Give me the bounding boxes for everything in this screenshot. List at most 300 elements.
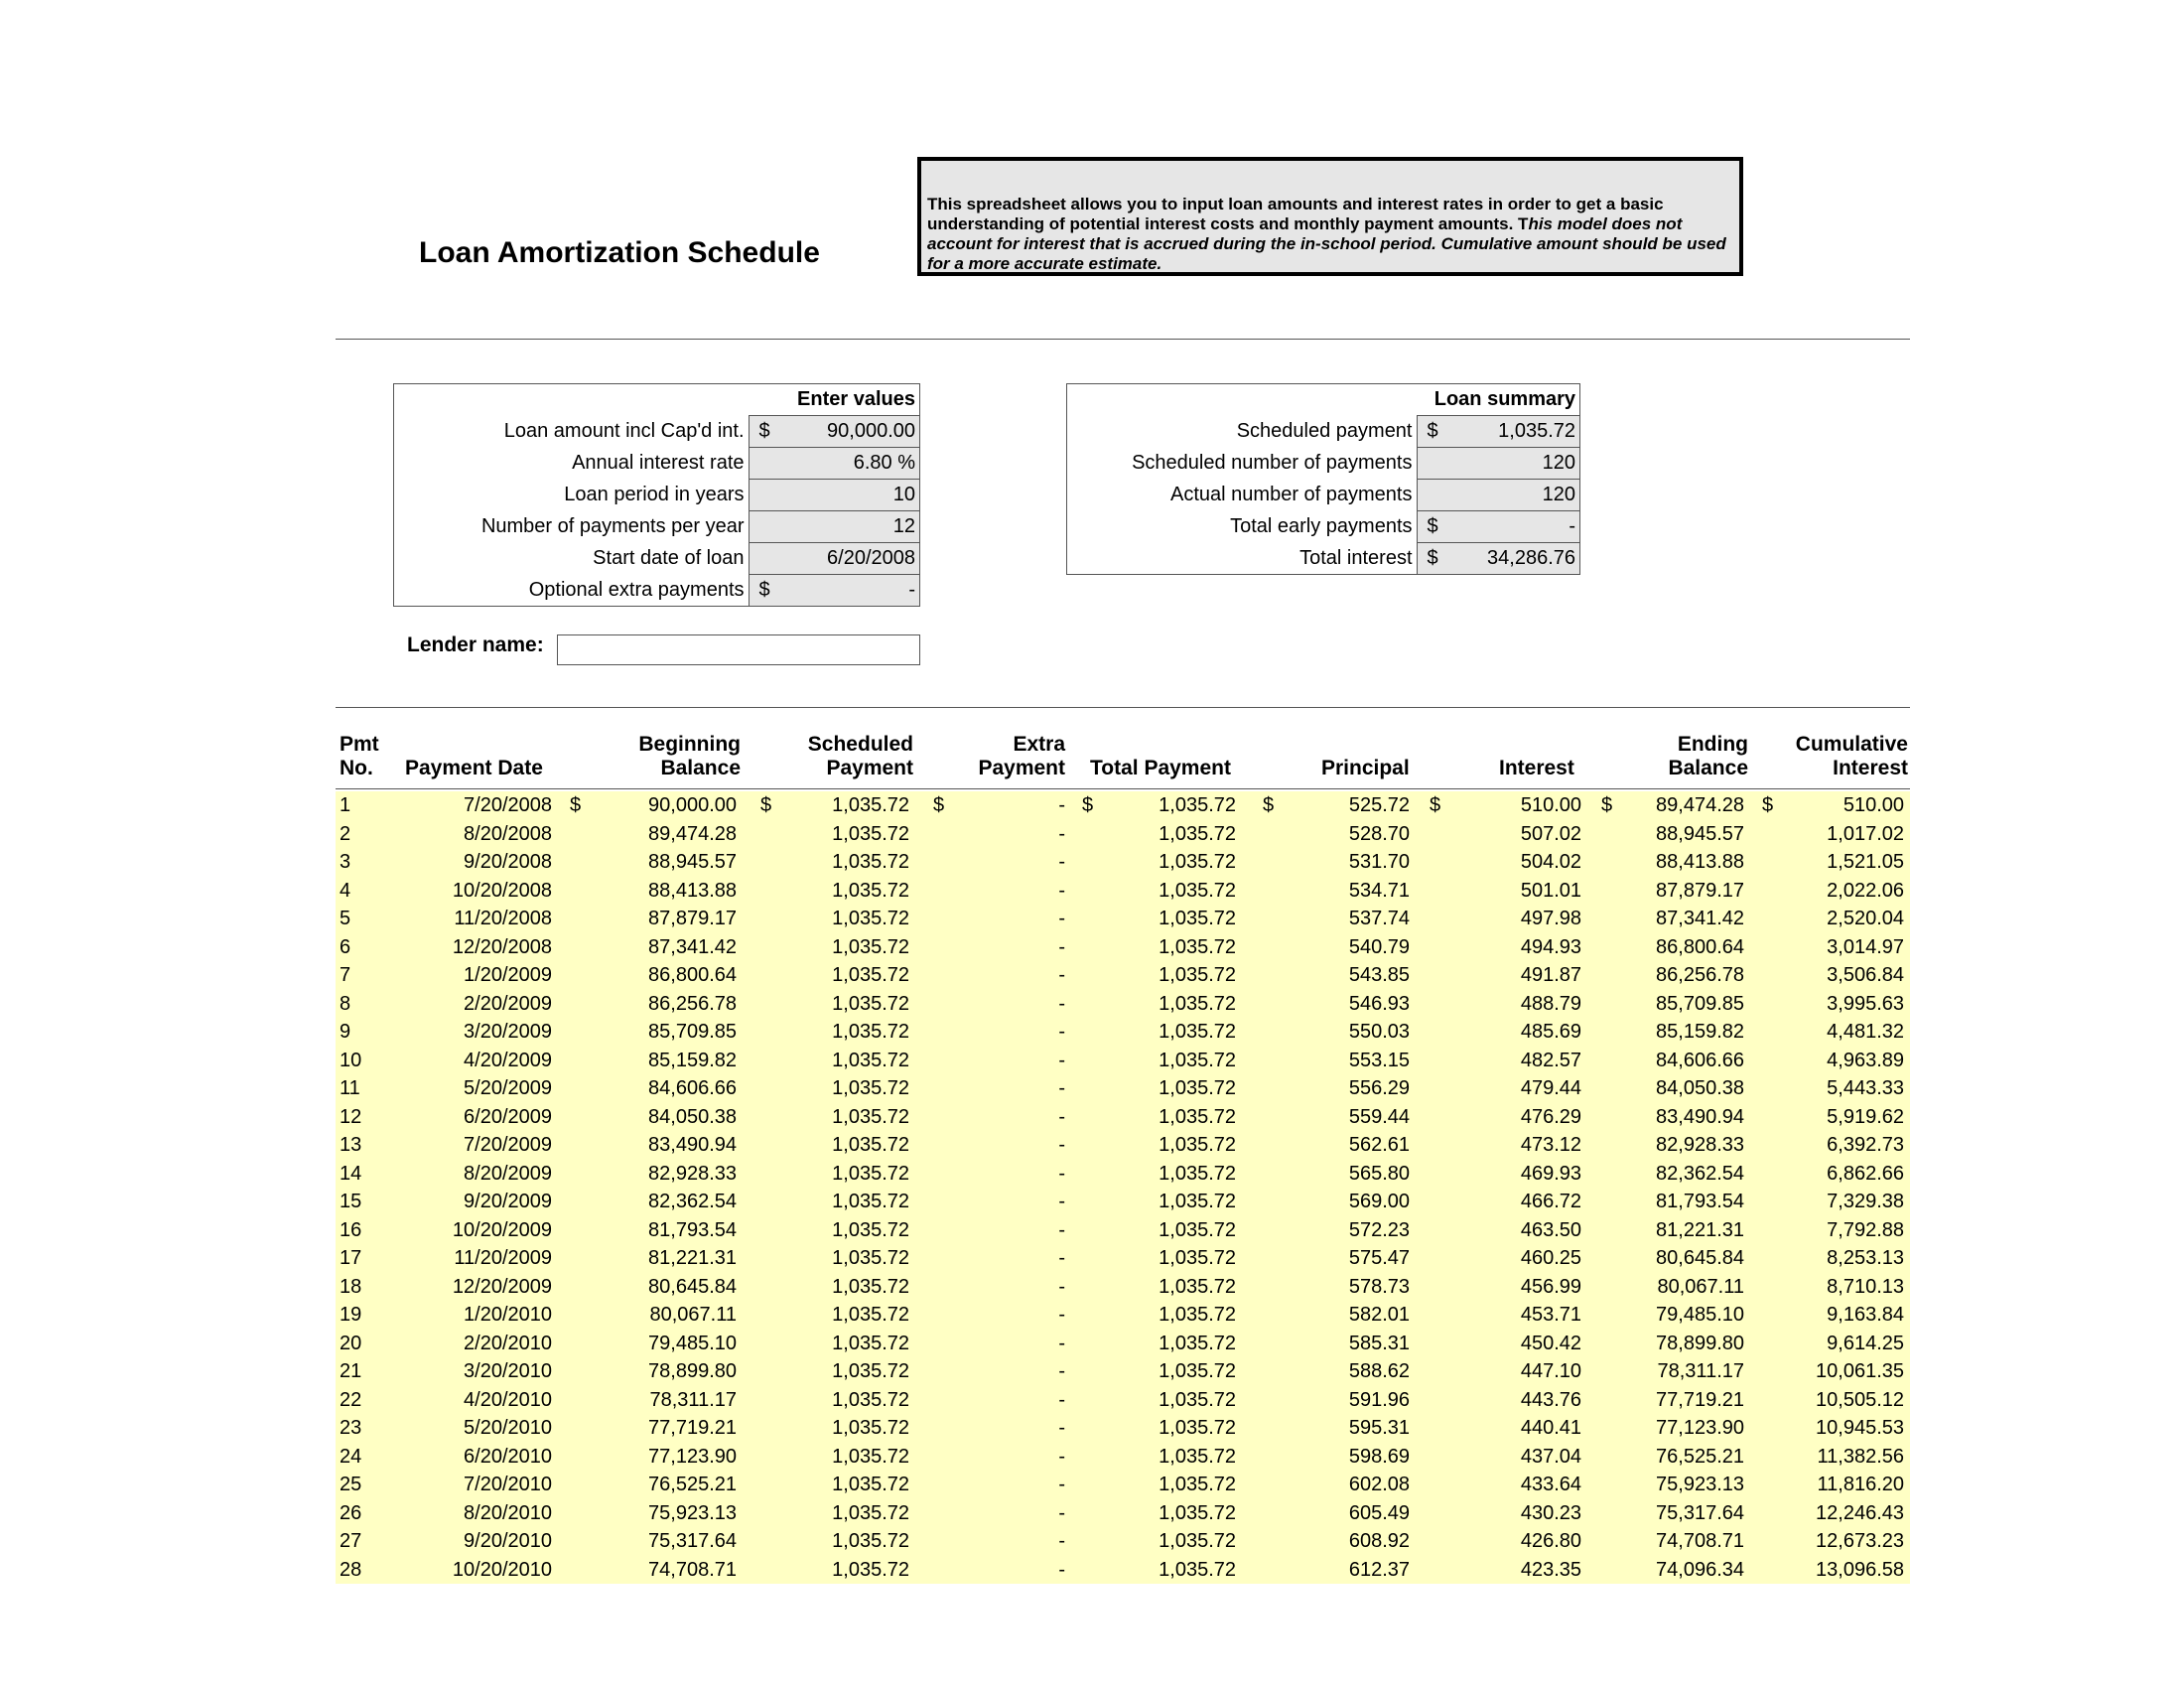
cell-date: 5/20/2009 (464, 1077, 552, 1099)
currency-symbol: $ (1427, 547, 1438, 569)
table-row (336, 1047, 1910, 1075)
cell-interest: 491.87 (1520, 964, 1581, 986)
cell-total: 1,035.72 (1159, 1558, 1236, 1581)
enter-values-label: Optional extra payments (394, 575, 750, 607)
cell-total: 1,035.72 (1159, 1275, 1236, 1298)
col-header-line: Scheduled (807, 733, 913, 756)
cell-extra: - (1058, 908, 1065, 929)
cell-interest: 433.64 (1520, 1474, 1581, 1495)
cell-extra: - (1058, 1218, 1065, 1241)
cell-begin: 88,413.88 (648, 879, 737, 902)
cell-begin: 88,945.57 (648, 851, 737, 873)
col-header-line: Payment (978, 757, 1065, 779)
cell-sched: 1,035.72 (832, 1247, 909, 1269)
col-header-line: Pmt (340, 733, 379, 756)
currency-symbol: $ (758, 420, 770, 442)
enter-values-header: Enter values (797, 388, 915, 410)
cell-ending: 87,879.17 (1656, 879, 1744, 902)
cell-begin: 75,317.64 (648, 1530, 737, 1552)
cell-ending: 88,945.57 (1656, 822, 1744, 845)
cell-total: 1,035.72 (1159, 1105, 1236, 1128)
cell-begin: 86,800.64 (648, 964, 737, 986)
cell-total: 1,035.72 (1159, 1360, 1236, 1382)
cell-principal: 608.92 (1348, 1530, 1410, 1552)
cell-cumulative: 3,014.97 (1827, 935, 1904, 958)
cell-pmt-no: 14 (340, 1162, 362, 1185)
cell-sched: 1,035.72 (832, 1304, 909, 1326)
cell-begin: 76,525.21 (648, 1474, 737, 1495)
cell-total: 1,035.72 (1159, 935, 1236, 958)
cell-principal: 556.29 (1348, 1077, 1410, 1099)
cell-total: 1,035.72 (1159, 1247, 1236, 1269)
cell-date: 1/20/2009 (464, 964, 552, 986)
cell-principal: 585.31 (1348, 1332, 1410, 1354)
cell-pmt-no: 2 (340, 822, 351, 845)
enter-values-value-cell[interactable] (749, 416, 920, 448)
cell-total: 1,035.72 (1159, 1332, 1236, 1354)
table-row (336, 1301, 1910, 1330)
cell-sched: 1,035.72 (832, 851, 909, 873)
cell-principal: 595.31 (1348, 1417, 1410, 1439)
table-row (336, 1414, 1910, 1443)
cell-extra: - (1058, 1417, 1065, 1439)
cell-pmt-no: 20 (340, 1332, 362, 1354)
cell-interest: 447.10 (1520, 1360, 1581, 1382)
col-header-line: Beginning (638, 733, 741, 756)
lender-name-label: Lender name: (407, 633, 544, 656)
cell-interest: 488.79 (1520, 992, 1581, 1015)
cell-begin: 81,221.31 (648, 1247, 737, 1269)
cell-interest: 479.44 (1520, 1077, 1581, 1099)
cell-sched: 1,035.72 (832, 1558, 909, 1581)
cell-principal: 588.62 (1348, 1360, 1410, 1382)
currency-symbol: $ (760, 794, 772, 816)
cell-interest: 466.72 (1520, 1191, 1581, 1212)
cell-principal: 602.08 (1348, 1474, 1410, 1495)
cell-cumulative: 6,862.66 (1827, 1162, 1904, 1185)
table-row (336, 1443, 1910, 1472)
cell-total: 1,035.72 (1159, 879, 1236, 902)
cell-cumulative: 5,443.33 (1827, 1077, 1904, 1099)
table-row (336, 1499, 1910, 1528)
col-header-line (405, 733, 543, 757)
loan-summary-value-cell[interactable] (1417, 416, 1580, 448)
cell-pmt-no: 8 (340, 992, 351, 1015)
table-row (336, 877, 1910, 906)
col-header-date (405, 733, 543, 780)
cell-extra: - (1058, 1474, 1065, 1495)
enter-values-value-cell[interactable] (749, 480, 920, 511)
table-row (336, 1386, 1910, 1415)
cell-ending: 78,311.17 (1657, 1360, 1744, 1382)
cell-begin: 75,923.13 (648, 1501, 737, 1524)
cell-begin: 89,474.28 (648, 822, 737, 845)
cell-principal: 534.71 (1348, 879, 1410, 902)
cell-cumulative: 2,022.06 (1827, 879, 1904, 902)
enter-values-value-cell[interactable] (749, 543, 920, 575)
cell-pmt-no: 27 (340, 1530, 362, 1552)
cell-pmt-no: 18 (340, 1275, 362, 1298)
col-header-line: Interest (1833, 757, 1908, 779)
cell-date: 9/20/2010 (464, 1530, 552, 1552)
cell-total: 1,035.72 (1159, 1134, 1236, 1156)
table-row (336, 933, 1910, 962)
cell-principal: 575.47 (1348, 1247, 1410, 1269)
cell-sched: 1,035.72 (832, 1049, 909, 1071)
table-row (336, 1160, 1910, 1189)
enter-values-value-cell[interactable] (749, 448, 920, 480)
currency-symbol: $ (1601, 794, 1613, 816)
enter-values-label: Start date of loan (394, 543, 750, 575)
cell-pmt-no: 13 (340, 1134, 362, 1156)
cell-date: 2/20/2009 (464, 992, 552, 1015)
enter-values-value-cell[interactable] (749, 575, 920, 607)
cell-interest: 450.42 (1520, 1332, 1581, 1354)
cell-cumulative: 6,392.73 (1827, 1134, 1904, 1156)
enter-values-spacer (394, 384, 750, 416)
cell-extra: - (1058, 1360, 1065, 1382)
cell-ending: 74,708.71 (1656, 1530, 1744, 1552)
col-header-interest (1499, 733, 1574, 780)
cell-interest: 494.93 (1520, 935, 1581, 958)
col-header-line: Payment (826, 757, 913, 779)
cell-principal: 525.72 (1348, 794, 1410, 816)
cell-ending: 83,490.94 (1656, 1105, 1744, 1128)
cell-ending: 75,317.64 (1656, 1501, 1744, 1524)
cell-begin: 80,067.11 (649, 1304, 737, 1326)
cell-pmt-no: 16 (340, 1218, 362, 1241)
cell-begin: 80,645.84 (648, 1275, 737, 1298)
cell-date: 8/20/2008 (464, 822, 552, 845)
cell-pmt-no: 5 (340, 908, 351, 929)
table-row (336, 1131, 1910, 1160)
cell-cumulative: 2,520.04 (1827, 908, 1904, 929)
cell-cumulative: 4,963.89 (1827, 1049, 1904, 1071)
cell-principal: 569.00 (1348, 1191, 1410, 1212)
cell-interest: 430.23 (1520, 1501, 1581, 1524)
enter-values-row (394, 480, 920, 511)
cell-date: 7/20/2010 (464, 1474, 552, 1495)
table-row (336, 1330, 1910, 1358)
cell-begin: 87,341.42 (648, 935, 737, 958)
cell-interest: 507.02 (1520, 822, 1581, 845)
cell-cumulative: 11,382.56 (1817, 1445, 1904, 1468)
table-row (336, 1471, 1910, 1499)
col-header-line: Extra (1013, 733, 1065, 756)
enter-values-value: 90,000.00 (827, 420, 915, 442)
cell-begin: 77,123.90 (648, 1445, 737, 1468)
cell-ending: 79,485.10 (1656, 1304, 1744, 1326)
cell-interest: 437.04 (1520, 1445, 1581, 1468)
loan-summary-row (1067, 511, 1580, 543)
cell-pmt-no: 21 (340, 1360, 362, 1382)
schedule-table (336, 791, 1910, 1584)
cell-pmt-no: 26 (340, 1501, 362, 1524)
cell-pmt-no: 24 (340, 1445, 362, 1468)
cell-sched: 1,035.72 (832, 1474, 909, 1495)
cell-interest: 473.12 (1520, 1134, 1581, 1156)
cell-interest: 501.01 (1520, 879, 1581, 902)
cell-date: 5/20/2010 (464, 1417, 552, 1439)
col-header-sched (808, 733, 913, 780)
cell-cumulative: 510.00 (1843, 794, 1904, 816)
cell-principal: 553.15 (1348, 1049, 1410, 1071)
cell-sched: 1,035.72 (832, 1360, 909, 1382)
cell-extra: - (1058, 1445, 1065, 1468)
cell-pmt-no: 1 (340, 794, 351, 816)
cell-ending: 84,050.38 (1656, 1077, 1744, 1099)
enter-values-value: 10 (892, 484, 915, 505)
cell-sched: 1,035.72 (832, 992, 909, 1015)
loan-summary-label: Total interest (1067, 543, 1418, 575)
currency-symbol: $ (570, 794, 582, 816)
cell-total: 1,035.72 (1159, 1530, 1236, 1552)
cell-cumulative: 10,061.35 (1816, 1360, 1904, 1382)
cell-extra: - (1058, 1304, 1065, 1326)
cell-date: 6/20/2010 (464, 1445, 552, 1468)
cell-begin: 78,899.80 (648, 1360, 737, 1382)
enter-values-row (394, 416, 920, 448)
cell-ending: 81,221.31 (1656, 1218, 1744, 1241)
cell-sched: 1,035.72 (832, 935, 909, 958)
cell-cumulative: 5,919.62 (1827, 1105, 1904, 1128)
cell-cumulative: 9,163.84 (1827, 1304, 1904, 1326)
table-row (336, 1527, 1910, 1556)
cell-interest: 456.99 (1520, 1275, 1581, 1298)
cell-ending: 80,067.11 (1657, 1275, 1744, 1298)
cell-cumulative: 8,253.13 (1827, 1247, 1904, 1269)
cell-extra: - (1058, 1077, 1065, 1099)
cell-principal: 562.61 (1348, 1134, 1410, 1156)
cell-total: 1,035.72 (1159, 1445, 1236, 1468)
cell-ending: 85,159.82 (1656, 1021, 1744, 1043)
cell-total: 1,035.72 (1159, 1218, 1236, 1241)
cell-ending: 82,362.54 (1656, 1162, 1744, 1185)
cell-date: 9/20/2009 (464, 1191, 552, 1212)
cell-interest: 476.29 (1520, 1105, 1581, 1128)
table-row (336, 848, 1910, 877)
cell-extra: - (1058, 822, 1065, 845)
table-row (336, 961, 1910, 990)
enter-values-label: Loan period in years (394, 480, 750, 511)
cell-date: 4/20/2010 (464, 1388, 552, 1411)
loan-summary-row (1067, 416, 1580, 448)
cell-cumulative: 10,945.53 (1816, 1417, 1904, 1439)
cell-sched: 1,035.72 (832, 1134, 909, 1156)
col-header-line: Cumulative (1795, 733, 1908, 756)
col-header-line: Balance (1668, 757, 1748, 779)
col-header-line (1321, 733, 1410, 757)
cell-begin: 87,879.17 (648, 908, 737, 929)
cell-pmt-no: 3 (340, 851, 351, 873)
cell-total: 1,035.72 (1159, 1021, 1236, 1043)
cell-begin: 85,159.82 (648, 1049, 737, 1071)
cell-principal: 546.93 (1348, 992, 1410, 1015)
cell-date: 10/20/2008 (452, 879, 552, 902)
cell-extra: - (1058, 1191, 1065, 1212)
loan-summary-value: 120 (1542, 484, 1575, 505)
col-header-total (1090, 733, 1231, 780)
cell-extra: - (1058, 1558, 1065, 1581)
lender-name-input[interactable] (557, 634, 920, 665)
cell-sched: 1,035.72 (832, 1530, 909, 1552)
cell-pmt-no: 19 (340, 1304, 362, 1326)
cell-ending: 81,793.54 (1656, 1191, 1744, 1212)
cell-total: 1,035.72 (1159, 964, 1236, 986)
cell-total: 1,035.72 (1159, 851, 1236, 873)
cell-ending: 82,928.33 (1656, 1134, 1744, 1156)
cell-interest: 423.35 (1520, 1558, 1581, 1581)
cell-ending: 80,645.84 (1656, 1247, 1744, 1269)
loan-summary-table (1066, 383, 1580, 575)
loan-summary-header: Loan summary (1433, 388, 1575, 410)
cell-date: 4/20/2009 (464, 1049, 552, 1071)
table-row (336, 1074, 1910, 1103)
page-title: Loan Amortization Schedule (419, 236, 820, 269)
cell-date: 3/20/2010 (464, 1360, 552, 1382)
cell-interest: 460.25 (1520, 1247, 1581, 1269)
cell-principal: 612.37 (1348, 1558, 1410, 1581)
cell-pmt-no: 25 (340, 1474, 362, 1495)
cell-principal: 605.49 (1348, 1501, 1410, 1524)
table-row (336, 1357, 1910, 1386)
cell-begin: 74,708.71 (648, 1558, 737, 1581)
cell-date: 1/20/2010 (464, 1304, 552, 1326)
cell-cumulative: 3,995.63 (1827, 992, 1904, 1015)
currency-symbol: $ (933, 794, 945, 816)
cell-principal: 578.73 (1348, 1275, 1410, 1298)
col-header-line: Interest (1499, 757, 1574, 779)
cell-begin: 84,606.66 (648, 1077, 737, 1099)
table-row (336, 1103, 1910, 1132)
cell-total: 1,035.72 (1159, 1501, 1236, 1524)
cell-principal: 582.01 (1348, 1304, 1410, 1326)
col-header-pmt-no (340, 733, 379, 780)
table-row (336, 1556, 1910, 1585)
col-header-line: Payment Date (405, 757, 543, 779)
cell-cumulative: 11,816.20 (1817, 1474, 1904, 1495)
cell-interest: 497.98 (1520, 908, 1581, 929)
cell-ending: 74,096.34 (1656, 1558, 1744, 1581)
cell-pmt-no: 9 (340, 1021, 351, 1043)
col-header-begin (638, 733, 741, 780)
enter-values-value: 12 (892, 515, 915, 537)
cell-date: 11/20/2008 (454, 908, 552, 929)
loan-summary-value-cell[interactable] (1417, 543, 1580, 575)
cell-extra: - (1058, 1105, 1065, 1128)
cell-extra: - (1058, 1162, 1065, 1185)
cell-total: 1,035.72 (1159, 1191, 1236, 1212)
enter-values-label: Loan amount incl Cap'd int. (394, 416, 750, 448)
cell-interest: 510.00 (1520, 794, 1581, 816)
cell-interest: 463.50 (1520, 1218, 1581, 1241)
cell-sched: 1,035.72 (832, 1332, 909, 1354)
cell-ending: 77,123.90 (1656, 1417, 1744, 1439)
loan-summary-value-cell[interactable] (1417, 480, 1580, 511)
cell-extra: - (1058, 992, 1065, 1015)
enter-values-row (394, 448, 920, 480)
col-header-principal (1321, 733, 1410, 780)
cell-ending: 87,341.42 (1656, 908, 1744, 929)
cell-cumulative: 1,521.05 (1827, 851, 1904, 873)
cell-ending: 88,413.88 (1656, 851, 1744, 873)
cell-sched: 1,035.72 (832, 1417, 909, 1439)
cell-interest: 440.41 (1520, 1417, 1581, 1439)
cell-principal: 572.23 (1348, 1218, 1410, 1241)
cell-total: 1,035.72 (1159, 794, 1236, 816)
loan-summary-row (1067, 448, 1580, 480)
col-header-line: Total Payment (1090, 757, 1231, 779)
table-row (336, 1273, 1910, 1302)
cell-total: 1,035.72 (1159, 992, 1236, 1015)
cell-begin: 78,311.17 (649, 1388, 737, 1411)
cell-pmt-no: 15 (340, 1191, 362, 1212)
cell-interest: 426.80 (1520, 1530, 1581, 1552)
cell-interest: 485.69 (1520, 1021, 1581, 1043)
cell-total: 1,035.72 (1159, 822, 1236, 845)
cell-total: 1,035.72 (1159, 1417, 1236, 1439)
cell-begin: 81,793.54 (648, 1218, 737, 1241)
currency-symbol: $ (1427, 420, 1438, 442)
cell-pmt-no: 28 (340, 1558, 362, 1581)
cell-date: 7/20/2009 (464, 1134, 552, 1156)
col-header-cumulative (1796, 733, 1908, 780)
cell-total: 1,035.72 (1159, 1077, 1236, 1099)
cell-date: 8/20/2009 (464, 1162, 552, 1185)
enter-values-value-cell[interactable] (749, 511, 920, 543)
loan-summary-value-cell[interactable] (1417, 448, 1580, 480)
cell-cumulative: 12,673.23 (1816, 1530, 1904, 1552)
cell-pmt-no: 22 (340, 1388, 362, 1411)
cell-begin: 83,490.94 (648, 1134, 737, 1156)
col-header-line (1499, 733, 1574, 757)
loan-summary-value: 34,286.76 (1487, 547, 1575, 569)
cell-date: 10/20/2010 (452, 1558, 552, 1581)
col-header-extra (978, 733, 1065, 780)
cell-begin: 77,719.21 (648, 1417, 737, 1439)
cell-begin: 82,928.33 (648, 1162, 737, 1185)
loan-summary-value-cell[interactable] (1417, 511, 1580, 543)
cell-cumulative: 9,614.25 (1827, 1332, 1904, 1354)
cell-cumulative: 7,792.88 (1827, 1218, 1904, 1241)
cell-sched: 1,035.72 (832, 794, 909, 816)
cell-interest: 453.71 (1520, 1304, 1581, 1326)
cell-sched: 1,035.72 (832, 879, 909, 902)
table-row (336, 905, 1910, 933)
cell-cumulative: 7,329.38 (1827, 1191, 1904, 1212)
cell-extra: - (1058, 794, 1065, 816)
cell-sched: 1,035.72 (832, 1021, 909, 1043)
col-header-line: Principal (1321, 757, 1410, 779)
enter-values-value: 6.80 % (853, 452, 915, 474)
enter-values-value: 6/20/2008 (827, 547, 915, 569)
note-text: This spreadsheet allows you to input loan amounts and interest rates in order to get a basic understanding of potential interest costs and monthly payment amounts. T (927, 195, 1664, 233)
cell-principal: 531.70 (1348, 851, 1410, 873)
cell-ending: 78,899.80 (1656, 1332, 1744, 1354)
cell-principal: 537.74 (1348, 908, 1410, 929)
loan-summary-label: Actual number of payments (1067, 480, 1418, 511)
cell-sched: 1,035.72 (832, 1162, 909, 1185)
cell-pmt-no: 4 (340, 879, 351, 902)
col-header-ending (1668, 733, 1748, 780)
cell-total: 1,035.72 (1159, 908, 1236, 929)
cell-total: 1,035.72 (1159, 1049, 1236, 1071)
cell-principal: 559.44 (1348, 1105, 1410, 1128)
divider-schedule (336, 707, 1910, 708)
cell-sched: 1,035.72 (832, 1077, 909, 1099)
cell-pmt-no: 10 (340, 1049, 362, 1071)
cell-extra: - (1058, 935, 1065, 958)
